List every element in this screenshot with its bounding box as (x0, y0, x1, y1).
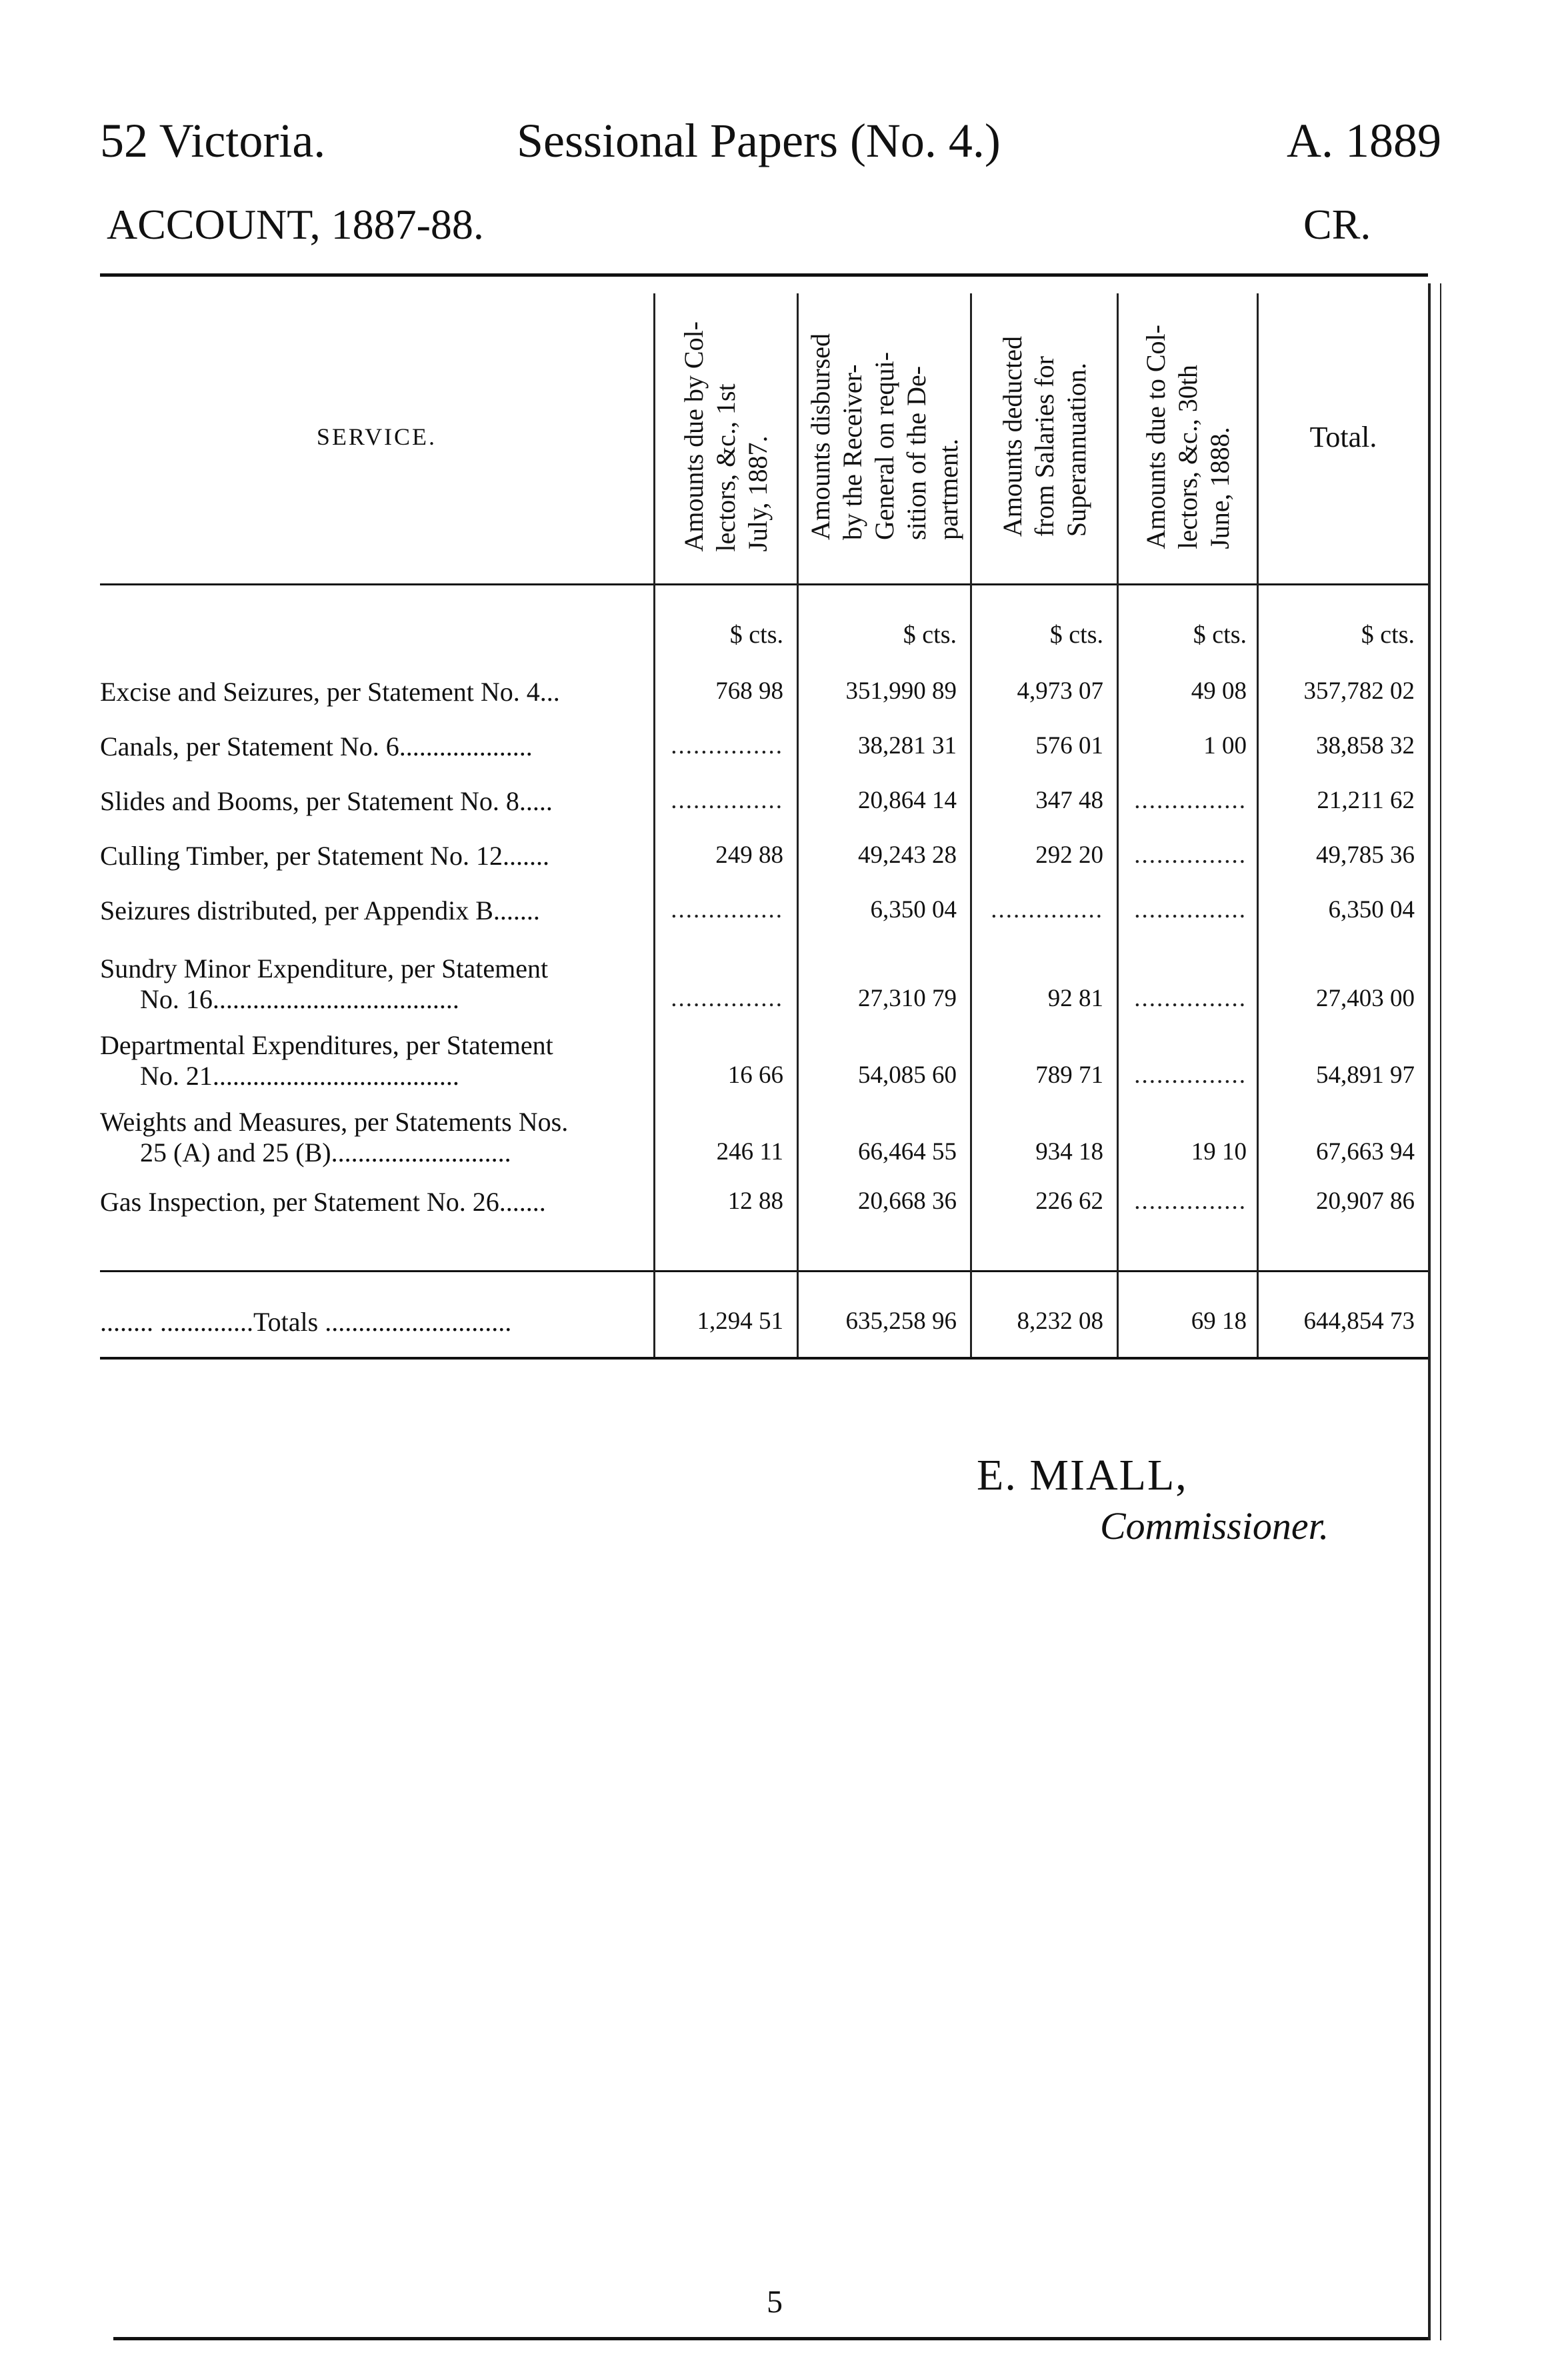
table-cell: 19 10 (1191, 1138, 1247, 1165)
table-cell: ............... (671, 896, 783, 923)
table-cell: 6,350 04 (1328, 896, 1415, 923)
header-bottom-rule (100, 583, 1428, 585)
table-top-rule (100, 273, 1428, 277)
service-label (100, 953, 653, 1015)
page-number: 5 (767, 2284, 783, 2320)
service-header: SERVICE. (316, 423, 437, 450)
table-cell: 38,858 32 (1316, 732, 1415, 759)
table-cell: 347 48 (1035, 787, 1103, 814)
service-line: Seizures distributed, per Appendix B....... (100, 895, 540, 925)
table-cell: ............... (1134, 1061, 1247, 1089)
table-cell: ............... (671, 732, 783, 759)
table-cell: 1 00 (1203, 732, 1247, 759)
table-cell: ............... (671, 985, 783, 1012)
service-line: Slides and Booms, per Statement No. 8..... (100, 786, 553, 816)
table-cell: 20,907 86 (1316, 1187, 1415, 1215)
service-label (100, 677, 653, 707)
table-cell: 351,990 89 (845, 677, 957, 705)
column-label: Amounts deducted from Salaries for Superannuation. (997, 336, 1091, 537)
right-border (1428, 283, 1431, 2340)
table-cell: 20,668 36 (858, 1187, 957, 1215)
service-label (100, 731, 653, 762)
signature-title: Commissioner. (1100, 1504, 1329, 1548)
service-line-continued: 25 (A) and 25 (B)........................... (140, 1137, 511, 1167)
account-title: ACCOUNT, 1887-88. (107, 201, 484, 248)
unit-label: $ cts. (729, 621, 783, 649)
column-header-due-by-collectors (655, 293, 797, 580)
table-cell: 249 88 (715, 841, 783, 869)
table-cell: 4,973 07 (1017, 677, 1103, 705)
service-label (100, 1107, 653, 1168)
total-cell: 635,258 96 (845, 1308, 957, 1335)
service-line: Excise and Seizures, per Statement No. 4... (100, 677, 560, 707)
column-header-disbursed (799, 293, 970, 580)
service-line: Sundry Minor Expenditure, per Statement (100, 953, 549, 983)
table-cell: ............... (671, 787, 783, 814)
service-label (100, 786, 653, 817)
table-cell: 789 71 (1035, 1061, 1103, 1089)
table-cell: 38,281 31 (858, 732, 957, 759)
table-bottom-rule (100, 1357, 1428, 1360)
table-cell: 92 81 (1047, 985, 1103, 1012)
table-cell: 27,403 00 (1316, 985, 1415, 1012)
table-cell: 357,782 02 (1303, 677, 1415, 705)
totals-label: ........ ..............Totals ............................ (100, 1307, 512, 1337)
column-label: Total. (1309, 420, 1377, 453)
table-cell: ............... (1134, 1187, 1247, 1215)
service-label (100, 1187, 653, 1218)
page-bottom-rule (113, 2337, 1428, 2340)
service-label (100, 1030, 653, 1091)
column-label: Amounts due by Col- lectors, &c., 1st July, 1887. (679, 321, 773, 552)
table-cell: 21,211 62 (1317, 787, 1415, 814)
table-cell: 49 08 (1191, 677, 1247, 705)
table-cell: 54,891 97 (1316, 1061, 1415, 1089)
table-cell: 49,243 28 (858, 841, 957, 869)
table-cell: 16 66 (727, 1061, 783, 1089)
column-header-total (1259, 293, 1428, 580)
column-label: Amounts due to Col- lectors, &c., 30th June, 1888. (1140, 324, 1235, 549)
column-header-due-to-collectors (1119, 293, 1257, 580)
service-line: Gas Inspection, per Statement No. 26....... (100, 1187, 546, 1217)
table-cell: 20,864 14 (858, 787, 957, 814)
unit-label: $ cts. (1361, 621, 1415, 649)
service-label (100, 841, 653, 871)
table-cell: 27,310 79 (858, 985, 957, 1012)
service-label (100, 895, 653, 926)
service-line: Canals, per Statement No. 6.................... (100, 731, 533, 761)
unit-label: $ cts. (1049, 621, 1103, 649)
column-label: Amounts disbursed by the Receiver- General on requi- sition of the De- partment. (805, 333, 963, 540)
column-header-superannuation (972, 293, 1117, 580)
header-title: Sessional Papers (No. 4.) (517, 114, 1001, 167)
totals-top-rule (100, 1270, 1428, 1272)
total-cell: 8,232 08 (1017, 1308, 1103, 1335)
table-cell: 49,785 36 (1316, 841, 1415, 869)
table-cell: 292 20 (1035, 841, 1103, 869)
service-line: Departmental Expenditures, per Statement (100, 1030, 553, 1060)
table-cell: 576 01 (1035, 732, 1103, 759)
table-cell: 54,085 60 (858, 1061, 957, 1089)
table-cell: 934 18 (1035, 1138, 1103, 1165)
table-cell: 67,663 94 (1316, 1138, 1415, 1165)
total-cell: 69 18 (1191, 1308, 1247, 1335)
header-volume: 52 Victoria. (100, 114, 326, 167)
table-cell: 66,464 55 (858, 1138, 957, 1165)
right-border-outer (1440, 283, 1441, 2340)
table-cell: 6,350 04 (870, 896, 957, 923)
service-line-continued: No. 16..................................... (140, 984, 459, 1014)
table-cell: ............... (1134, 841, 1247, 869)
signature-name: E. MIALL, (977, 1451, 1188, 1500)
table-cell: 246 11 (716, 1138, 783, 1165)
table-cell: ............... (1134, 896, 1247, 923)
total-cell: 1,294 51 (697, 1308, 783, 1335)
header-series: A. 1889 (1287, 114, 1441, 167)
table-cell: 12 88 (727, 1187, 783, 1215)
table-cell: 768 98 (715, 677, 783, 705)
service-line-continued: No. 21..................................... (140, 1061, 459, 1091)
service-line: Weights and Measures, per Statements Nos. (100, 1107, 569, 1137)
total-cell: 644,854 73 (1303, 1308, 1415, 1335)
service-line: Culling Timber, per Statement No. 12....... (100, 841, 549, 871)
unit-label: $ cts. (903, 621, 957, 649)
table-cell: ............... (1134, 985, 1247, 1012)
credit-label: CR. (1303, 201, 1371, 248)
table-cell: ............... (991, 896, 1103, 923)
service-column-header (100, 293, 653, 580)
table-cell: 226 62 (1035, 1187, 1103, 1215)
unit-label: $ cts. (1193, 621, 1247, 649)
table-cell: ............... (1134, 787, 1247, 814)
